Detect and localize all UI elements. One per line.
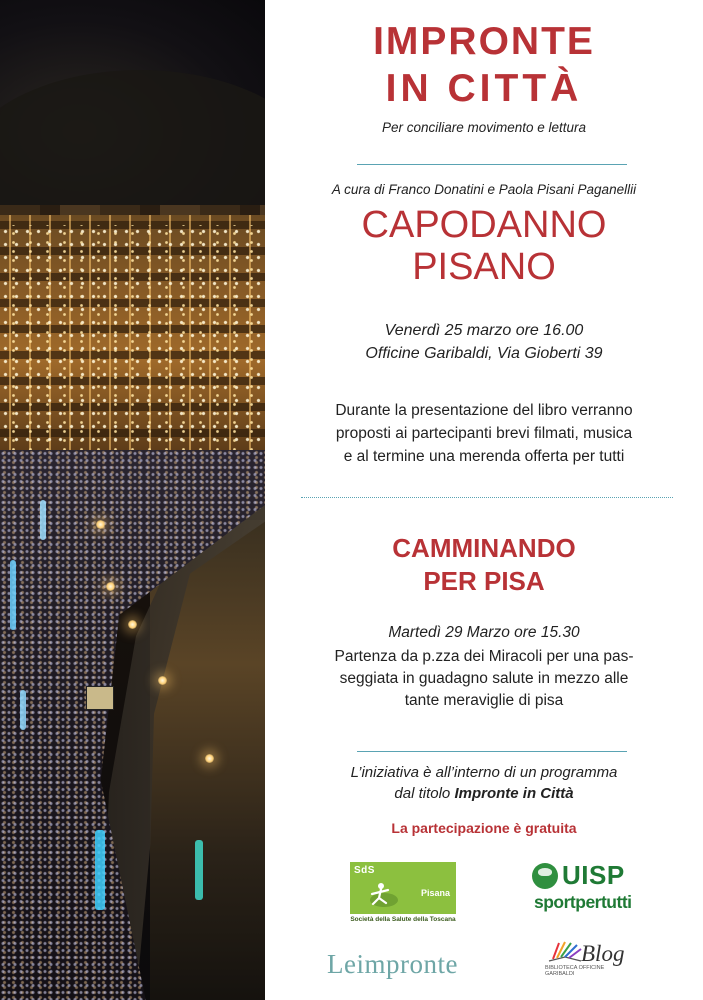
impronte-part1: Le — [327, 949, 357, 979]
uisp-globe-icon — [532, 863, 558, 889]
subtitle: Per conciliare movimento e lettura — [381, 120, 587, 135]
street-lamp — [96, 520, 105, 529]
free-participation-notice: La partecipazione è gratuita — [391, 820, 577, 836]
uisp-name: UISP — [562, 860, 625, 890]
flyer-text-column — [265, 0, 703, 1000]
biblioteca-blog-logo — [543, 937, 633, 987]
street-lamp — [158, 676, 167, 685]
street-lamp — [128, 620, 137, 629]
neon-light — [95, 830, 105, 910]
sds-pisana-logo — [350, 862, 456, 924]
event2-title-line1: CAMMINANDO — [392, 533, 576, 563]
sds-caption: Società della Salute della Toscana — [350, 916, 456, 923]
blog-word: Blog — [581, 941, 625, 966]
description-line: Durante la presentazione del libro verranno — [335, 402, 633, 419]
divider — [357, 751, 627, 752]
event2-date: Martedì 29 Marzo ore 15.30 — [388, 624, 580, 641]
program-line2 — [265, 785, 703, 802]
running-figure-icon — [364, 878, 404, 910]
sds-mark: SdS — [354, 865, 375, 876]
event1-date: Venerdì 25 marzo ore 16.00 — [384, 322, 584, 339]
traffic-sign — [86, 686, 114, 710]
event2-title-line2: PER PISA — [423, 566, 545, 596]
description-line: e al termine una merenda offerta per tutti — [343, 448, 625, 465]
pisa-night-photo — [0, 0, 265, 1000]
curator-credit: A cura di Franco Donatini e Paola Pisani Paganellii — [331, 182, 637, 197]
open-book-icon — [545, 939, 585, 967]
neon-light — [195, 840, 203, 900]
street-lamp — [106, 582, 115, 591]
uisp-logo — [530, 862, 640, 918]
program-prefix: dal titolo — [394, 785, 455, 802]
candle-lights — [0, 225, 265, 455]
description-line: proposti ai partecipanti brevi filmati, musica — [335, 425, 633, 442]
description-line: Partenza da p.zza dei Miracoli per una pas- — [334, 648, 634, 665]
sds-place: Pisana — [420, 888, 450, 898]
program-line1: L’iniziativa è all’interno di un programma — [350, 764, 618, 781]
main-title-line1: IMPRONTE — [373, 20, 595, 63]
street-lamp — [205, 754, 214, 763]
event1-place: Officine Garibaldi, Via Gioberti 39 — [365, 345, 603, 362]
description-line: tante meraviglie di pisa — [404, 692, 564, 709]
event1-description — [265, 399, 703, 468]
divider — [357, 164, 627, 165]
description-line: seggiata in guadagno salute in mezzo alle — [339, 670, 629, 687]
event2-description — [265, 646, 703, 712]
program-title: Impronte in Città — [454, 785, 574, 802]
event1-title-line1: CAPODANNO — [361, 204, 607, 246]
neon-light — [20, 690, 26, 730]
neon-light — [40, 500, 46, 540]
le-impronte-logo — [327, 944, 467, 984]
neon-light — [10, 560, 16, 630]
uisp-tagline: sportpertutti — [534, 892, 632, 912]
impronte-part2: impronte — [356, 949, 458, 979]
main-title-line2: IN CITTÀ — [385, 67, 583, 110]
event1-title-line2: PISANO — [412, 246, 556, 288]
dotted-divider — [301, 497, 673, 498]
blog-caption: BIBLIOTECA OFFICINE GARIBALDI — [545, 965, 605, 977]
